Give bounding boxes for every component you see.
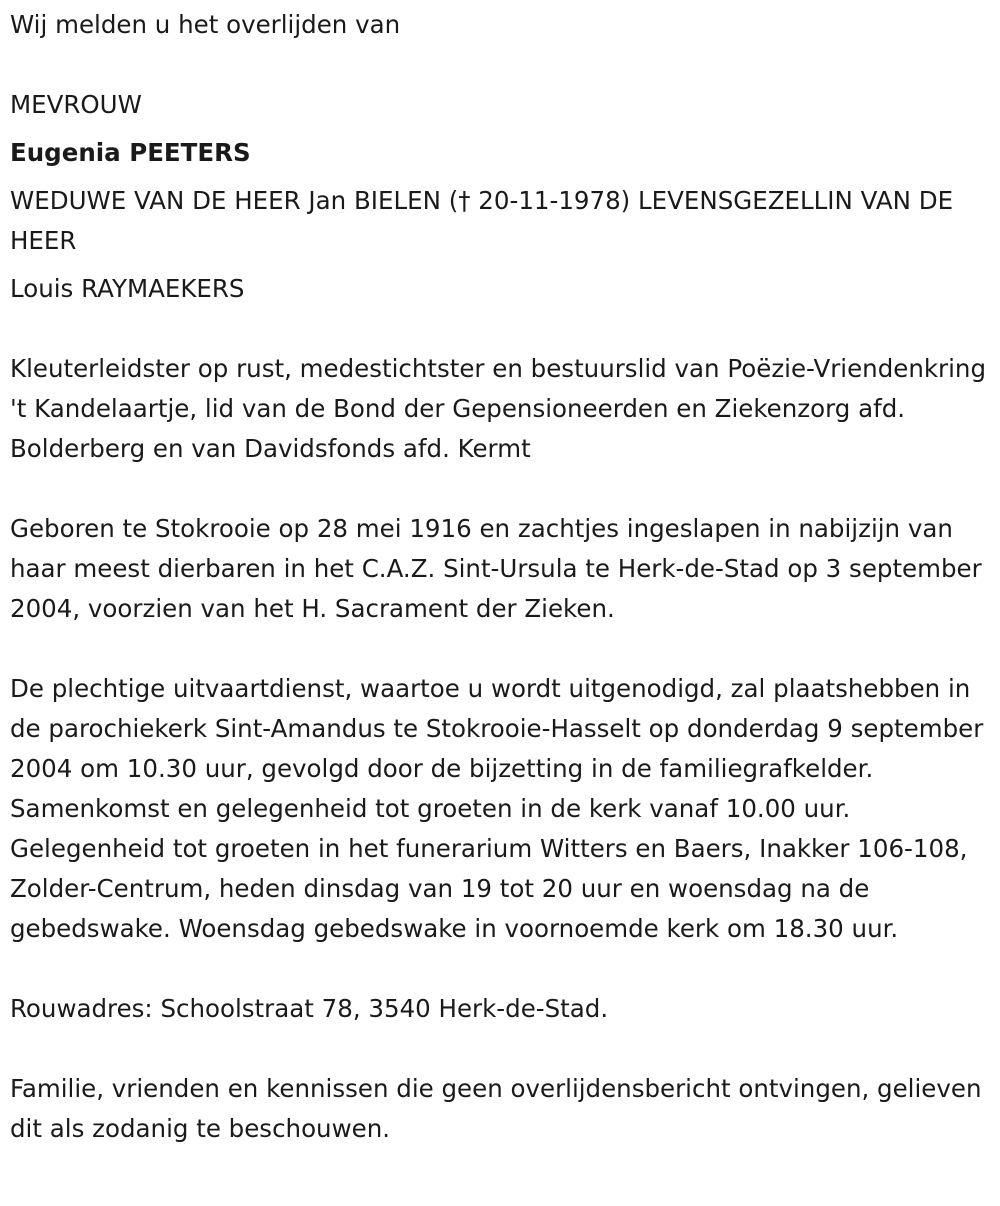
deceased-name: Eugenia PEETERS	[10, 138, 251, 167]
address-text: Rouwadres: Schoolstraat 78, 3540 Herk-de-Stad.	[10, 994, 609, 1023]
birth-death-paragraph: Geboren te Stokrooie op 28 mei 1916 en zachtjes ingeslapen in nabijzijn van haar meest dierbaren in het C.A.Z. Sint-Ursula te Herk-de-Stad op 3 september 2004, voorzien van het H. Sacrament der Zieken.	[10, 514, 982, 623]
relation-text: WEDUWE VAN DE HEER Jan BIELEN († 20-11-1978) LEVENSGEZELLIN VAN DE HEER	[10, 186, 954, 255]
closing-paragraph: Familie, vrienden en kennissen die geen overlijdensbericht ontvingen, gelieven dit als zodanig te beschouwen.	[10, 1074, 982, 1143]
occupation-paragraph: Kleuterleidster op rust, medestichtster en bestuurslid van Poëzie-Vriendenkring 't Kandelaartje, lid van de Bond der Gepensioneerden en Ziekenzorg afd. Bolderberg en van Davidsfonds afd. Kermt	[10, 354, 987, 463]
title-text: MEVROUW	[10, 90, 142, 119]
funeral-paragraph: De plechtige uitvaartdienst, waartoe u wordt uitgenodigd, zal plaatshebben in de parochiekerk Sint-Amandus te Stokrooie-Hasselt op donderdag 9 september 2004 om 10.30 uur, gevolgd door de bijzetting in de familiegrafkelder. Samenkomst en gelegenheid tot groeten in de kerk vanaf 10.00 uur. Gelegenheid tot groeten in het funerarium Witters en Baers, Inakker 106-108, Zolder-Centrum, heden dinsdag van 19 tot 20 uur en woensdag na de gebedswake. Woensdag gebedswake in voornoemde kerk om 18.30 uur.	[10, 674, 984, 943]
partner-name: Louis RAYMAEKERS	[10, 274, 245, 303]
intro-text: Wij melden u het overlijden van	[10, 10, 401, 39]
